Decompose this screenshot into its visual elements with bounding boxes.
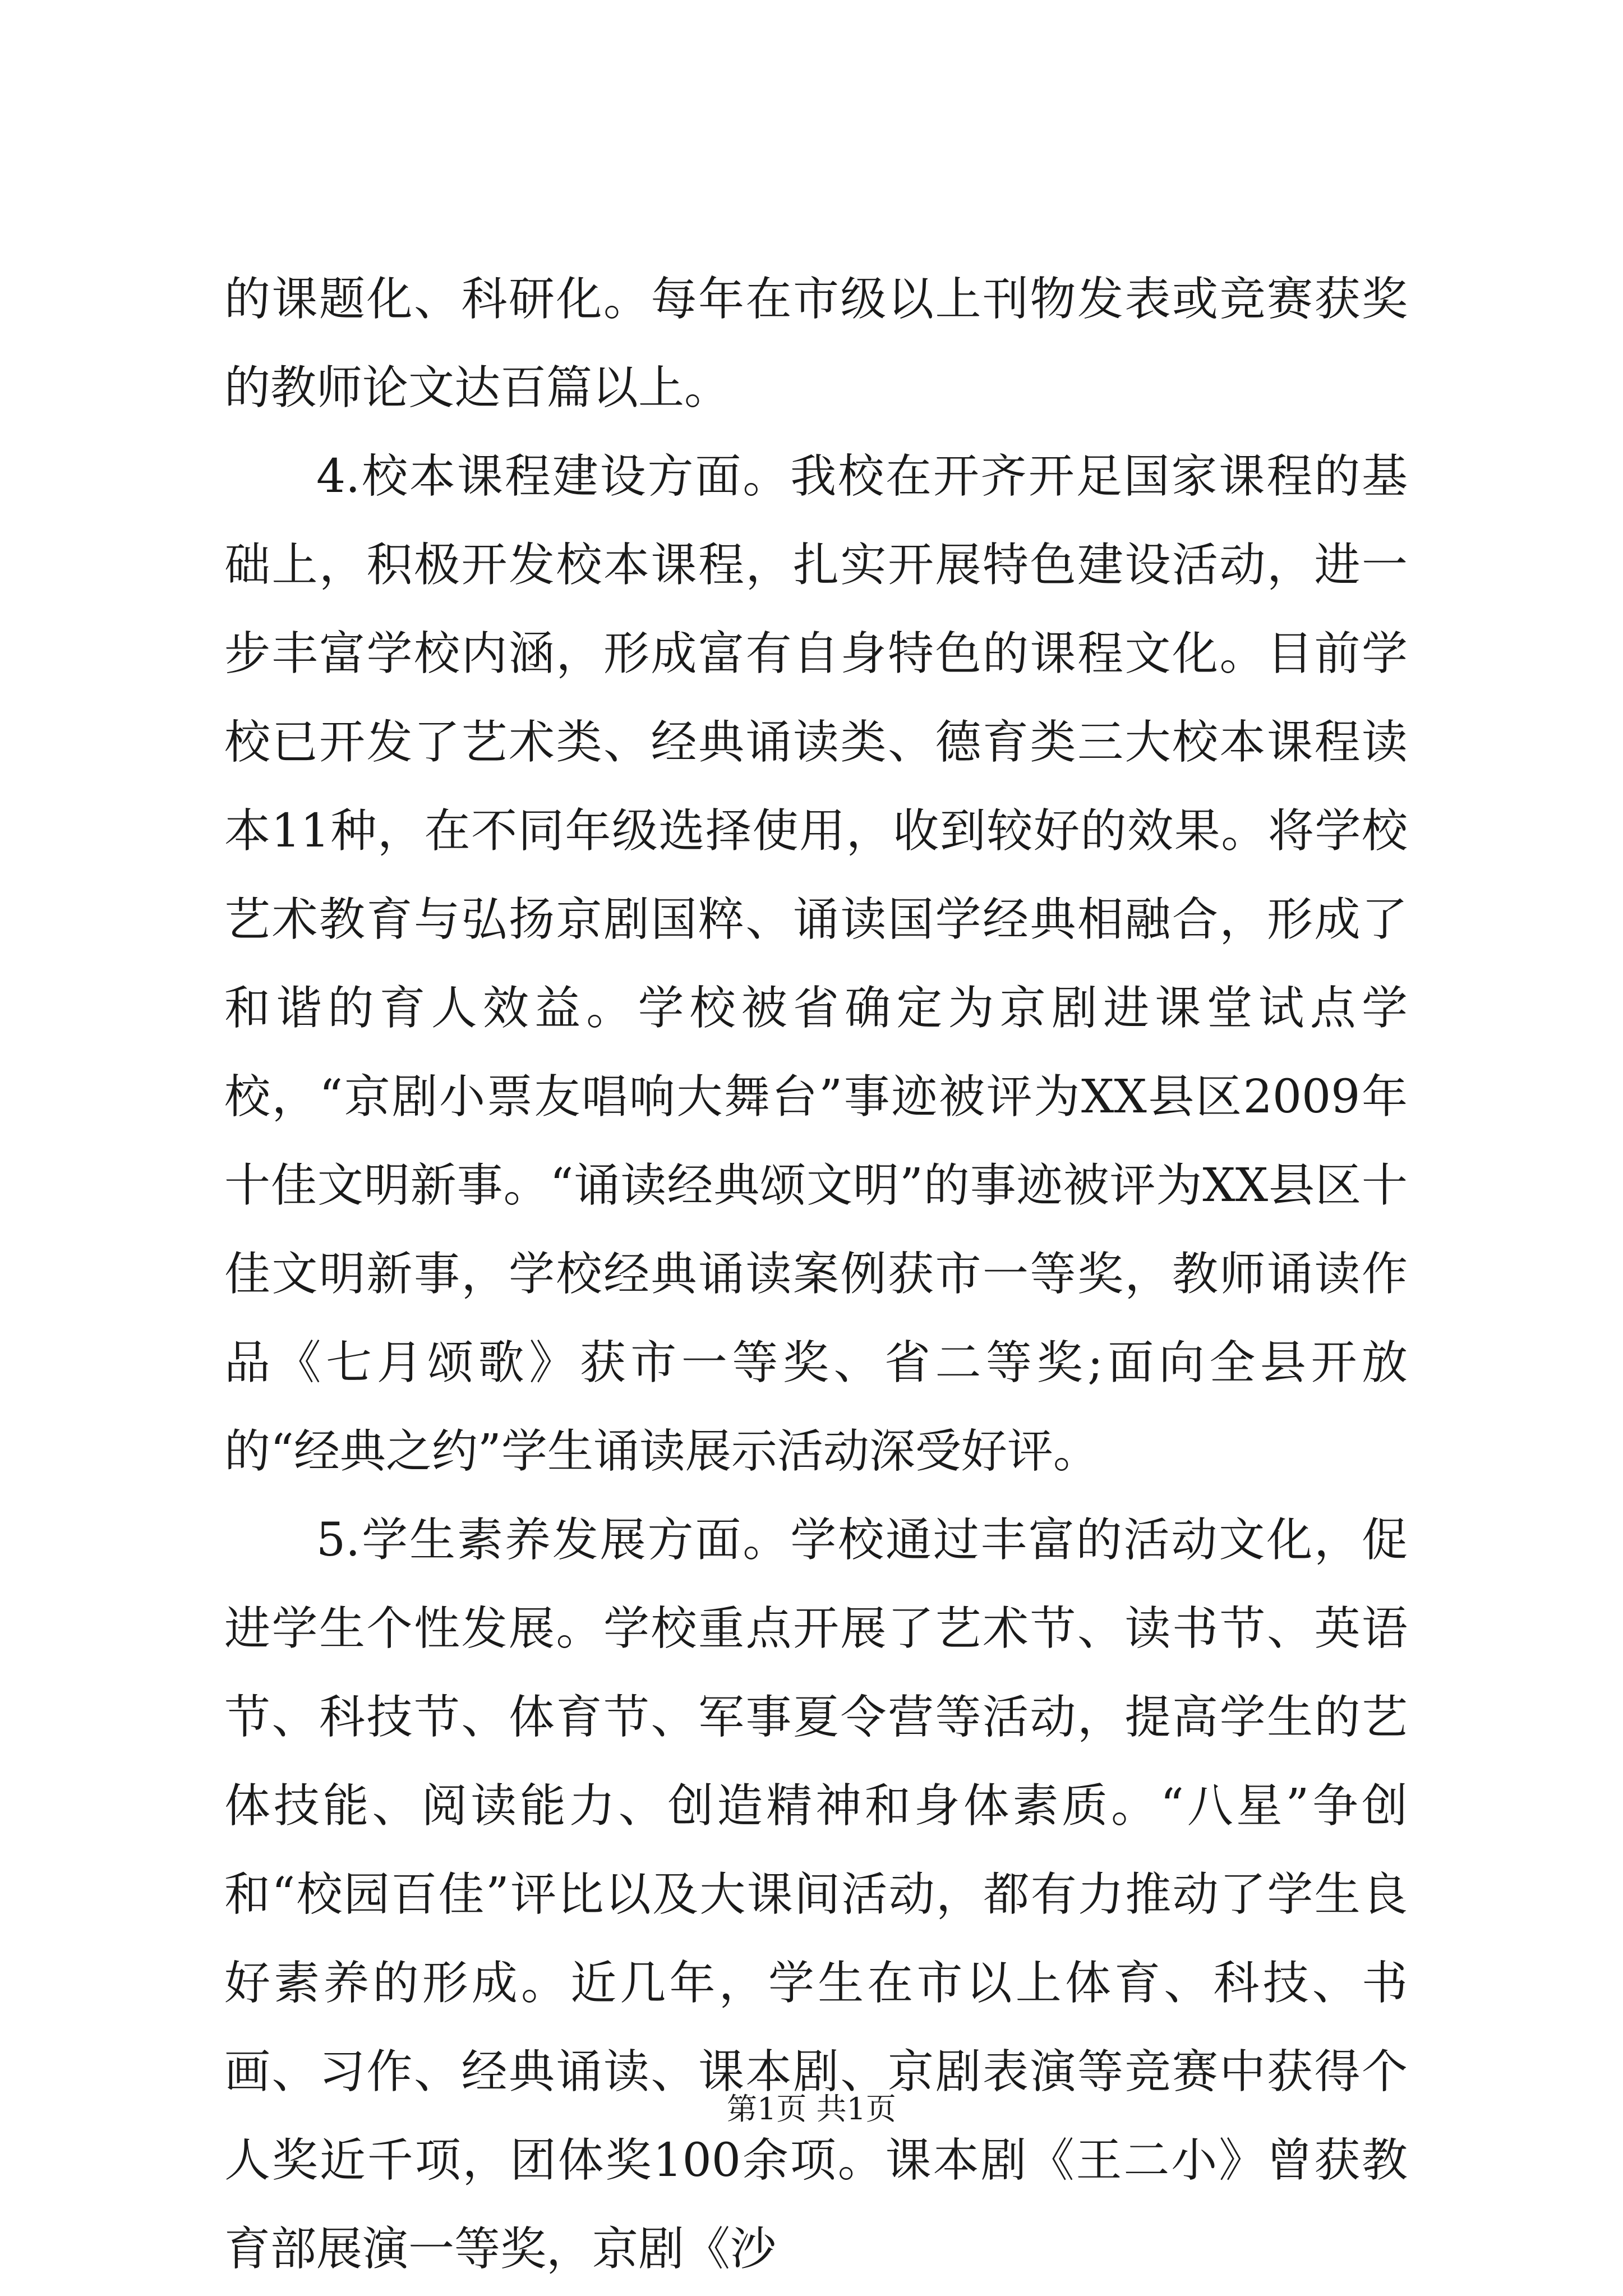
page-number-footer: 第1页 共1页: [727, 2091, 896, 2127]
paragraph-4-curriculum: 4.校本课程建设方面。我校在开齐开足国家课程的基础上，积极开发校本课程，扎实开展特色建设活动，进一步丰富学校内涵，形成富有自身特色的课程文化。目前学校已开发了艺术类、经典诵读类、德育类三大校本课程读本11种，在不同年级选择使用，收到较好的效果。将学校艺术教育与弘扬京剧国粹、诵读国学经典相融合，形成了和谐的育人效益。学校被省确定为京剧进课堂试点学校，“京剧小票友唱响大舞台”事迹被评为XX县区2009年十佳文明新事。“诵读经典颂文明”的事迹被评为XX县区十佳文明新事，学校经典诵读案例获市一等奖，教师诵读作品《七月颂歌》获市一等奖、省二等奖;面向全县开放的“经典之约”学生诵读展示活动深受好评。: [224, 450, 1408, 1478]
paragraph-5-student-development: 5.学生素养发展方面。学校通过丰富的活动文化，促进学生个性发展。学校重点开展了艺术节、读书节、英语节、科技节、体育节、军事夏令营等活动，提高学生的艺体技能、阅读能力、创造精神和身体素质。“八星”争创和“校园百佳”评比以及大课间活动，都有力推动了学生良好素养的形成。近几年，学生在市以上体育、科技、书画、习作、经典诵读、课本剧、京剧表演等竞赛中获得个人奖近千项，团体奖100余项。课本剧《王二小》曾获教育部展演一等奖，京剧《沙: [224, 1513, 1408, 2276]
document-body: [224, 255, 1408, 2294]
paragraph-continuation: 的课题化、科研化。每年在市级以上刊物发表或竞赛获奖的教师论文达百篇以上。: [224, 273, 1408, 415]
